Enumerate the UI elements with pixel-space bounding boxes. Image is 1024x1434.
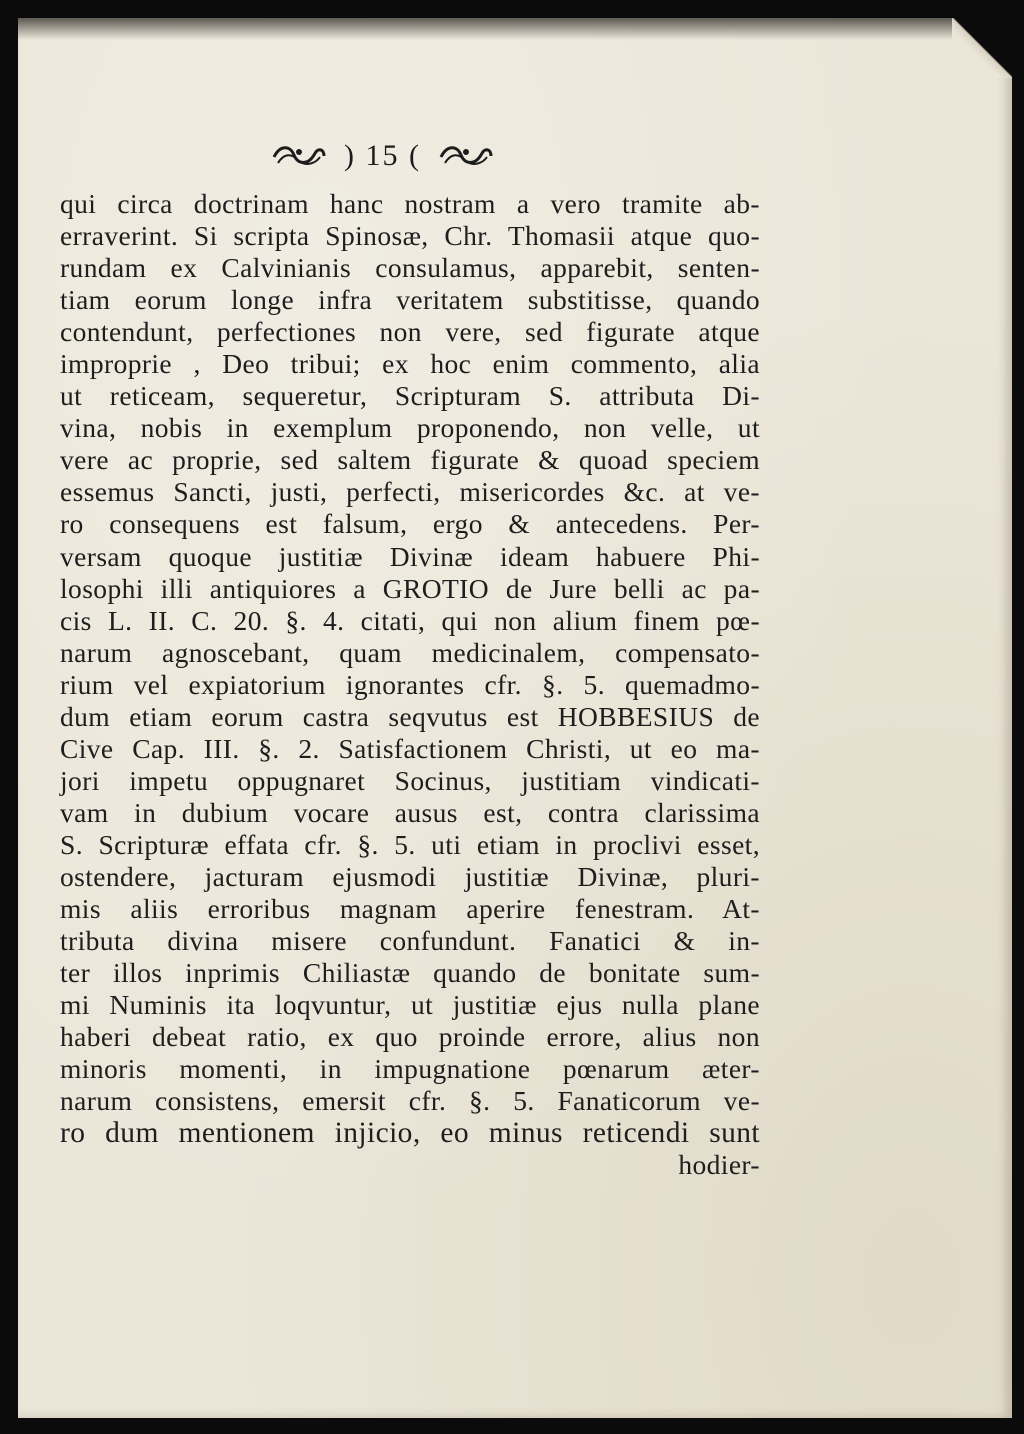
text-line: improprie , Deo tribui; ex hoc enim commento, alia <box>60 348 760 380</box>
text-line: rundam ex Calvinianis consulamus, apparebit, senten- <box>60 252 760 284</box>
catchword: hodier- <box>678 1149 760 1181</box>
body-text <box>60 188 760 1181</box>
text-line: ro consequens est falsum, ergo & antecedens. Per- <box>60 508 760 540</box>
text-line: ostendere, jacturam ejusmodi justitiæ Divinæ, pluri- <box>60 860 760 892</box>
page-top-shadow <box>18 18 1012 40</box>
text-line: jori impetu oppugnaret Socinus, justitiam vindicati- <box>60 764 760 796</box>
text-line: minoris momenti, in impugnatione pœnarum æter- <box>60 1053 760 1085</box>
text-line: versam quoque justitiæ Divinæ ideam habuere Phi- <box>60 540 760 572</box>
text-line: Cive Cap. III. §. 2. Satisfactionem Christi, ut eo ma- <box>60 732 760 764</box>
text-line: vina, nobis in exemplum proponendo, non velle, ut <box>60 412 760 444</box>
text-line: tiam eorum longe infra veritatem substitisse, quando <box>60 284 760 316</box>
text-line: vam in dubium vocare ausus est, contra clarissima <box>60 796 760 828</box>
text-line: haberi debeat ratio, ex quo proinde errore, alius non <box>60 1021 760 1053</box>
text-line: vere ac proprie, sed saltem figurate & quoad speciem <box>60 444 760 476</box>
folded-corner <box>952 18 1012 78</box>
right-ornament-icon <box>437 143 495 169</box>
text-line: dum etiam eorum castra seqvutus est HOBBESIUS de <box>60 700 760 732</box>
text-line: ro dum mentionem injicio, eo minus reticendi sunt <box>60 1117 760 1150</box>
text-line: mis aliis erroribus magnam aperire fenestram. At- <box>60 893 760 925</box>
text-line: cis L. II. C. 20. §. 4. citati, qui non alium finem pœ- <box>60 604 760 636</box>
text-line: essemus Sancti, justi, perfecti, misericordes &c. at ve- <box>60 476 760 508</box>
text-line: S. Scripturæ effata cfr. §. 5. uti etiam in proclivi esset, <box>60 828 760 860</box>
text-line: contendunt, perfectiones non vere, sed figurate atque <box>60 316 760 348</box>
text-line: narum consistens, emersit cfr. §. 5. Fanaticorum ve- <box>60 1085 760 1117</box>
text-line: tributa divina misere confundunt. Fanatici & in- <box>60 925 760 957</box>
text-line: erraverint. Si scripta Spinosæ, Chr. Thomasii atque quo- <box>60 220 760 252</box>
left-ornament-icon <box>270 143 328 169</box>
text-line: qui circa doctrinam hanc nostram a vero tramite ab- <box>60 188 760 219</box>
text-line: narum agnoscebant, quam medicinalem, compensato- <box>60 636 760 668</box>
page-number: ) 15 ( <box>344 139 421 172</box>
text-line: rium vel expiatorium ignorantes cfr. §. 5. quemadmo- <box>60 668 760 700</box>
text-line: losophi illi antiquiores a GROTIO de Jure belli ac pa- <box>60 572 760 604</box>
text-line: ter illos inprimis Chiliastæ quando de bonitate sum- <box>60 957 760 989</box>
page-header <box>270 136 570 176</box>
text-line: mi Numinis ita loqvuntur, ut justitiæ ejus nulla plane <box>60 989 760 1021</box>
text-line: ut reticeam, sequeretur, Scripturam S. attributa Di- <box>60 380 760 412</box>
